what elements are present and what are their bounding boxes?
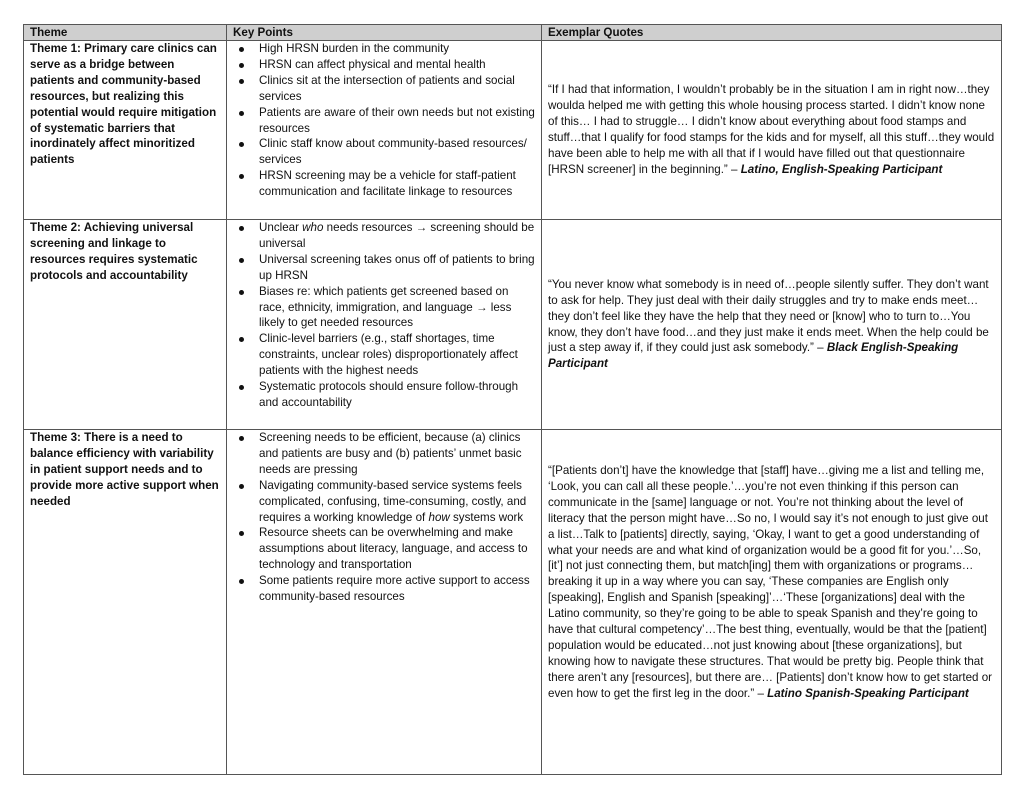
theme-3-title: Theme 3: There is a need to balance efficiency with variability in patient support needs and to provide more active support when needed: [24, 430, 227, 775]
table-row-theme-2: [24, 220, 1002, 430]
theme-1-quote: [542, 41, 1002, 220]
key-point: Screening needs to be efficient, because (a) clinics and patients are busy and (b) patients’ unmet basic needs are pressing: [259, 430, 535, 478]
theme-2-title: Theme 2: Achieving universal screening and linkage to resources requires systematic protocols and accountability: [24, 220, 227, 430]
theme-3-point-list: [233, 430, 535, 605]
key-point: Universal screening takes onus off of patients to bring up HRSN: [259, 252, 535, 282]
key-point: HRSN screening may be a vehicle for staff-patient communication and facilitate linkage to resources: [259, 168, 535, 200]
key-point: Some patients require more active support to access community-based resources: [259, 573, 535, 605]
quote-attribution: Latino, English-Speaking Participant: [740, 162, 943, 176]
theme-1-key-points: [227, 41, 542, 220]
theme-2-key-points: [227, 220, 542, 430]
key-point: Systematic protocols should ensure follow-through and accountability: [259, 379, 535, 411]
table-row-theme-3: [24, 430, 1002, 775]
quote-attribution: Black English-Speaking Participant: [548, 341, 959, 371]
quote-text: “[Patients don’t] have the knowledge that [staff] have…giving me a list and telling me, ‘Look, you can call all these people.’…you’re not even thinking if this person can communicate in the [same] language or not. You’re not thinking about the level of literacy that the person might have…So no, I would say it’s not enough to just give out a list…Talk to [patients] directly, saying, ‘Okay, I want to get a good understanding of what your needs are and what kind of organization would be a good fit for you.’…So, [it’] not just connecting them, but match[ing] them with organizations or programs…breaking it up in a way where you can say, ‘These companies are English only [speaking], English and Spanish [speaking]’…‘These [organizations] deal with the Latino community, so they’re going to be able to speak Spanish and they’re going to have that cultural competency’…The best thing, eventually, would be that the [patient] population would be educated…not just knowing about [these organizations], but knowing how to navigate these structures. That would be pretty big. People think that there aren’t any [resources], but there are… [Patients] don’t know how to get started or even how to get the first leg in the door.” –: [548, 464, 993, 700]
key-point: Clinics sit at the intersection of patients and social services: [259, 73, 535, 105]
quote-text: “If I had that information, I wouldn’t probably be in the situation I am in right now…they woulda helped me with getting this whole housing process started. I didn’t know none of this… I had to struggle… I didn’t know about everything about food stamps and stuff…that I qualify for food stamps for the kids and for myself, all this stuff…they would have been able to help me with all that if I would have filled out that questionnaire [HRSN screener] in the beginning.” –: [548, 83, 995, 176]
key-point: Clinic staff know about community-based resources/ services: [259, 136, 535, 168]
key-point-text: Unclear: [259, 221, 303, 234]
key-point: High HRSN burden in the community: [259, 41, 535, 57]
header-key-points: Key Points: [227, 25, 542, 41]
theme-2-point-list: [233, 220, 535, 411]
key-point: Clinic-level barriers (e.g., staff shortages, time constraints, unclear roles) disproportionately affect patients with the highest needs: [259, 331, 535, 379]
table-row-theme-1: [24, 41, 1002, 220]
theme-3-quote: [542, 430, 1002, 775]
key-point: Biases re: which patients get screened based on race, ethnicity, immigration, and language → less likely to get needed resources: [259, 284, 535, 332]
key-point: Patients are aware of their own needs but not existing resources: [259, 105, 535, 135]
themes-table: [23, 24, 1002, 775]
quote-attribution: Latino Spanish-Speaking Participant: [767, 686, 969, 700]
key-point-text: needs resources → screening should be universal: [259, 221, 535, 250]
header-theme: Theme: [24, 25, 227, 41]
key-point-emphasis: who: [302, 221, 324, 234]
key-point: HRSN can affect physical and mental health: [259, 57, 535, 73]
key-point: Resource sheets can be overwhelming and make assumptions about literacy, language, and access to technology and transportation: [259, 525, 535, 573]
key-point-text: systems work: [449, 510, 524, 524]
key-point: [259, 220, 535, 252]
key-point-text: Navigating community-based service systems feels complicated, confusing, time-consuming, costly, and requires a working knowledge of: [259, 478, 527, 524]
key-point: [259, 478, 535, 526]
quote-text: “You never know what somebody is in need of…people silently suffer. They don’t want to ask for help. They just deal with their daily struggles and try to make ends meet…they don’t feel like they have the help that they need or [know] who to turn to…You know, they don’t have food…and they just make it ends meet. When the help could be just a step away if, if they could just ask somebody.” –: [548, 277, 989, 355]
theme-2-quote: [542, 220, 1002, 430]
header-row: [24, 25, 1002, 41]
theme-1-title: Theme 1: Primary care clinics can serve as a bridge between patients and community-based resources, but realizing this potential would require mitigation of systematic barriers that inordinately affect minoritized patients: [24, 41, 227, 220]
theme-3-key-points: [227, 430, 542, 775]
theme-1-point-list: [233, 41, 535, 200]
header-exemplar-quotes: Exemplar Quotes: [542, 25, 1002, 41]
key-point-emphasis: how: [428, 510, 450, 524]
